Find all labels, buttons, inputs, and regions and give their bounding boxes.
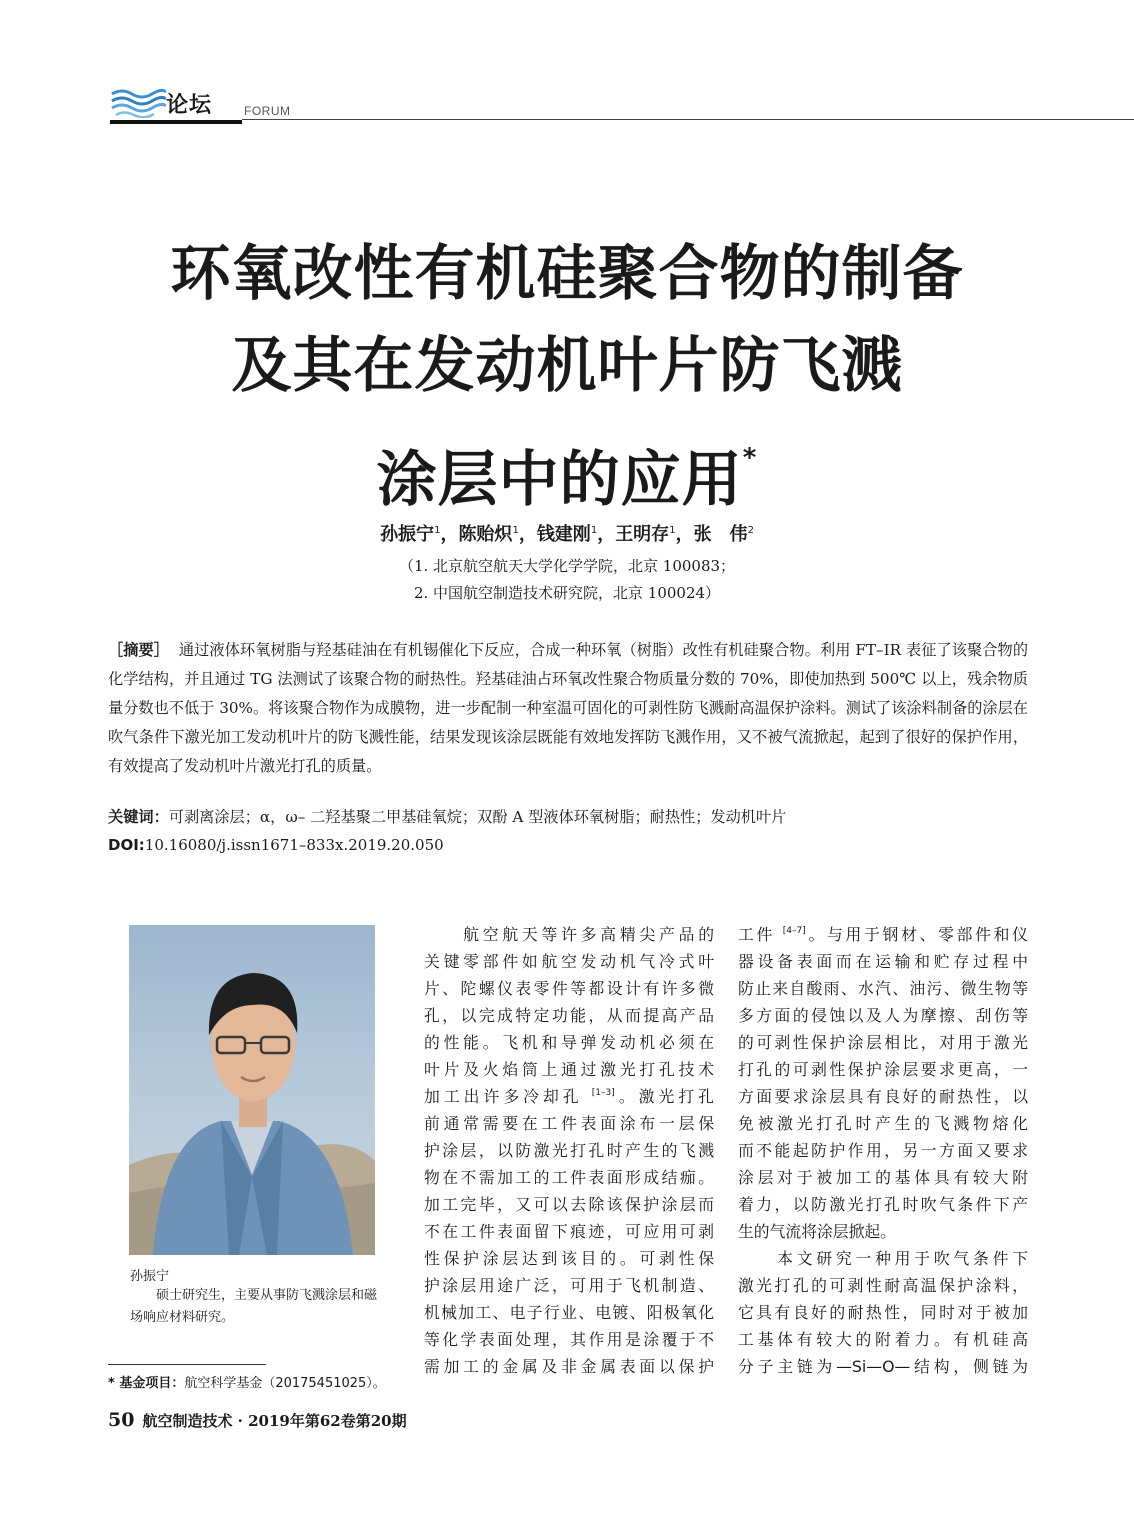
body-line: 方面要求涂层具有良好的耐热性，以 — [738, 1087, 1028, 1106]
citation-marker: [4–7] — [782, 926, 806, 936]
body-line: 的可剥性保护涂层相比，对用于激光 — [738, 1033, 1028, 1052]
body-line: 航空航天等许多高精尖产品的 — [424, 925, 714, 944]
section-label-en: FORUM — [244, 104, 291, 118]
header-rule-thick — [110, 120, 242, 124]
title-line-3 — [60, 412, 1074, 526]
body-line: 涂层对于被加工的基体具有较大附 — [738, 1168, 1028, 1187]
author-name: 王明存 — [615, 524, 670, 545]
body-line: 护涂层用途广泛，可用于飞机制造、 — [424, 1276, 714, 1295]
body-line: 本文研究一种用于吹气条件下 — [738, 1249, 1028, 1268]
keywords — [108, 806, 1028, 828]
body-line: 防止来自酸雨、水汽、油污、微生物等 — [738, 979, 1028, 998]
body-line: 前通常需要在工件表面涂布一层保 — [424, 1114, 714, 1133]
journal-waves-logo — [110, 86, 166, 118]
body-line: 加工完毕，又可以去除该保护涂层而 — [424, 1195, 714, 1214]
section-label: 论坛 — [166, 92, 213, 118]
title-line-3-text: 涂层中的应用 — [376, 445, 743, 515]
body-line: 机械加工、电子行业、电镀、阳极氧化 — [424, 1303, 714, 1322]
author-name: 张 伟 — [693, 524, 748, 545]
body-line: 分子主链为—Si—O—结构，侧链为 — [738, 1357, 1028, 1376]
author-name: 陈贻炽 — [458, 524, 513, 545]
title-line-2: 及其在发动机叶片防飞溅 — [231, 331, 903, 401]
author-affiliation-mark: 1 — [669, 525, 676, 536]
fund-label: * 基金项目： — [108, 1376, 185, 1391]
body-line: 性保护涂层达到该目的。可剥性保 — [424, 1249, 714, 1268]
author-affiliation-mark: 1 — [590, 525, 598, 536]
body-line: 不在工件表面留下痕迹，可应用可剥 — [424, 1222, 714, 1241]
body-line: 片、陀螺仪表零件等都设计有许多微 — [424, 979, 714, 998]
abstract — [108, 636, 1028, 781]
body-line: 器设备表面而在运输和贮存过程中 — [738, 952, 1028, 971]
author-bio-description: 硕士研究生，主要从事防飞溅涂层和磁场响应材料研究。 — [130, 1288, 378, 1325]
author-name: 孙振宁 — [380, 524, 435, 545]
body-line: 孔，以完成特定功能，从而提高产品 — [424, 1006, 714, 1025]
body-line: 需加工的金属及非金属表面以保护 — [424, 1357, 714, 1376]
author-photo — [129, 925, 375, 1255]
body-column-2 — [738, 921, 1028, 1380]
body-line: 工件 [4–7]。与用于钢材、零部件和仪 — [738, 925, 1028, 944]
title-footnote-marker: * — [742, 443, 758, 473]
article-title — [60, 228, 1074, 526]
header-rule — [242, 119, 1134, 120]
affiliation-1: （1. 北京航空航天大学化学学院，北京 100083； — [398, 557, 736, 575]
affiliation-2: 2. 中国航空制造技术研究院，北京 100024） — [413, 584, 721, 602]
body-line: 叶片及火焰筒上通过激光打孔技术 — [424, 1060, 714, 1079]
doi — [108, 834, 444, 856]
body-column-1 — [424, 921, 714, 1380]
citation-marker: [1–3] — [591, 1088, 615, 1098]
body-line: 等化学表面处理，其作用是涂覆于不 — [424, 1330, 714, 1349]
author-list: 孙振宁$^1$，陈贻炽$^1$，钱建刚$^1$，王明存$^1$，张 伟$^2$ — [380, 524, 754, 545]
body-line: 物在不需加工的工件表面形成结痂。 — [424, 1168, 714, 1187]
doi-value: 10.16080/j.issn1671–833x.2019.20.050 — [144, 836, 444, 854]
title-line-1: 环氧改性有机硅聚合物的制备 — [170, 239, 964, 309]
page-footer — [108, 1409, 407, 1431]
body-line: 免被激光打孔时产生的飞溅物熔化 — [738, 1114, 1028, 1133]
author-name: 钱建刚 — [536, 524, 591, 545]
body-line: 激光打孔的可剥性耐高温保护涂料， — [738, 1276, 1028, 1295]
fund-note — [108, 1372, 386, 1391]
body-line: 而不能起防护作用，另一方面又要求 — [738, 1141, 1028, 1160]
author-affiliation-mark: 1 — [434, 525, 441, 536]
keywords-label: 关键词： — [108, 808, 169, 826]
body-line: 加工出许多冷却孔 [1–3]。激光打孔 — [424, 1087, 714, 1106]
author-affiliation-mark: 1 — [512, 525, 519, 536]
body-line: 着力，以防激光打孔时吹气条件下产 — [738, 1195, 1028, 1214]
body-line: 它具有良好的耐热性，同时对于被加 — [738, 1303, 1028, 1322]
body-line: 生的气流将涂层掀起。 — [738, 1222, 896, 1241]
body-line: 关键零部件如航空发动机气冷式叶 — [424, 952, 714, 971]
abstract-text: 通过液体环氧树脂与羟基硅油在有机锡催化下反应，合成一种环氧（树脂）改性有机硅聚合物。利用 FT–IR 表征了该聚合物的化学结构，并且通过 TG 法测试了该聚合物的耐热性。羟基硅油占环氧改性聚合物质量分数的 70%，即使加热到 500℃ 以上，残余物质量分数也不低于 30%。将该聚合物作为成膜物，进一步配制一种室温可固化的可剥性防飞溅耐高温保护涂料。测试了该涂料制备的涂层在吹气条件下激光加工发动机叶片的防飞溅性能，结果发现该涂层既能有效地发挥防飞溅作用，又不被气流掀起，起到了很好的保护作用，有效提高了发动机叶片激光打孔的质量。 — [108, 641, 1029, 775]
footnote-rule — [108, 1364, 266, 1365]
body-line: 工基体有较大的附着力。有机硅高 — [738, 1330, 1028, 1349]
body-line: 打孔的可剥性保护涂层要求更高，一 — [738, 1060, 1028, 1079]
author-bio-name: 孙振宁 — [130, 1269, 170, 1284]
journal-issue: 航空制造技术 · 2019年第62卷第20期 — [142, 1412, 407, 1430]
keywords-text: 可剥离涂层；α，ω– 二羟基聚二甲基硅氧烷；双酚 A 型液体环氧树脂；耐热性；发动机叶片 — [168, 808, 787, 826]
page-number: 50 — [108, 1409, 135, 1431]
fund-text: 航空科学基金（20175451025）。 — [184, 1376, 386, 1391]
body-line: 多方面的侵蚀以及人为摩擦、刮伤等 — [738, 1006, 1028, 1025]
body-line: 的性能。飞机和导弹发动机必须在 — [424, 1033, 714, 1052]
body-line: 护涂层，以防激光打孔时产生的飞溅 — [424, 1141, 714, 1160]
doi-label: DOI: — [108, 836, 145, 854]
abstract-label: ［摘要］ — [108, 641, 170, 659]
author-affiliation-mark: 2 — [747, 525, 754, 536]
author-portrait-image — [129, 925, 375, 1255]
